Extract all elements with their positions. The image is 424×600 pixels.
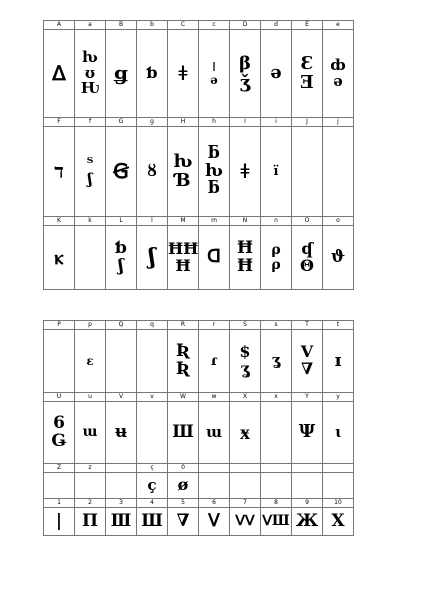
glyph: ᗡ: [207, 246, 221, 268]
letter-label: b: [137, 21, 168, 30]
glyph: ʊ: [84, 63, 96, 82]
letter-label: C: [168, 21, 199, 30]
letter-label: 0: [168, 464, 199, 473]
letter-label: U: [44, 393, 75, 402]
number-label: 7: [230, 499, 261, 508]
letter-label: [199, 464, 230, 473]
glyph-cell: [261, 30, 292, 118]
glyph: Ʀ: [175, 359, 191, 379]
glyph-cell: [323, 30, 354, 118]
glyph: ᐯ: [208, 510, 220, 531]
glyph: Ħ: [236, 255, 254, 276]
glyph-cell: [323, 330, 354, 393]
letter-label: r: [199, 321, 230, 330]
letter-label: [106, 464, 137, 473]
glyph-cell: [44, 508, 75, 536]
glyph-cell: [44, 402, 75, 464]
glyph: ɪ: [334, 349, 342, 371]
glyph-chart-lower: [43, 320, 354, 536]
glyph-cell: [75, 30, 106, 118]
letter-label: m: [199, 217, 230, 226]
glyph-cell: [137, 508, 168, 536]
glyph: ȸ: [330, 55, 346, 74]
glyph: Ƕ: [80, 79, 100, 98]
label-row: [44, 499, 354, 508]
letter-label: t: [323, 321, 354, 330]
letter-label: H: [168, 118, 199, 127]
glyph-chart-upper: [43, 20, 354, 290]
glyph: ᐯᐯ: [235, 513, 255, 530]
letter-label: y: [323, 393, 354, 402]
label-row: [44, 321, 354, 330]
glyph-cell: [261, 127, 292, 217]
glyph-cell: [292, 473, 323, 499]
glyph: ρ: [271, 256, 281, 273]
letter-label: z: [75, 464, 106, 473]
glyph-cell: [168, 226, 199, 290]
letter-label: L: [106, 217, 137, 226]
label-row: [44, 118, 354, 127]
letter-label: s: [261, 321, 292, 330]
glyph-cell: [261, 508, 292, 536]
label-row: [44, 464, 354, 473]
glyph-cell: [75, 508, 106, 536]
glyph-row: [44, 30, 354, 118]
glyph: ƃ: [208, 178, 220, 199]
glyph-cell: [230, 508, 261, 536]
glyph-cell: [323, 473, 354, 499]
letter-label: G: [106, 118, 137, 127]
glyph: ʃ: [87, 169, 93, 188]
glyph-cell: [199, 473, 230, 499]
number-label: 5: [168, 499, 199, 508]
glyph: Ɓ: [175, 169, 191, 191]
letter-label: J: [292, 118, 323, 127]
glyph-cell: [75, 330, 106, 393]
glyph: ɩ: [335, 422, 341, 441]
glyph-cell: [292, 127, 323, 217]
glyph: ƅ: [146, 63, 158, 83]
glyph: ʓ: [240, 359, 250, 378]
glyph: ӿ: [240, 420, 250, 444]
glyph-cell: [168, 127, 199, 217]
glyph-cell: [230, 30, 261, 118]
glyph-cell: [230, 127, 261, 217]
glyph: Ħ: [236, 237, 254, 258]
glyph-cell: [75, 473, 106, 499]
letter-label: [292, 464, 323, 473]
glyph-cell: [44, 127, 75, 217]
letter-label: [323, 464, 354, 473]
glyph: X: [331, 510, 345, 531]
glyph: Ǝ: [300, 71, 314, 93]
glyph-row: [44, 508, 354, 536]
glyph: Ш: [172, 421, 194, 442]
glyph-cell: [168, 330, 199, 393]
letter-label: f: [75, 118, 106, 127]
glyph-cell: [323, 127, 354, 217]
glyph-cell: [199, 30, 230, 118]
letter-label: [230, 464, 261, 473]
glyph: ᐯШ: [262, 513, 290, 530]
letter-label: Y: [292, 393, 323, 402]
letter-label: P: [44, 321, 75, 330]
number-label: 2: [75, 499, 106, 508]
label-row: [44, 393, 354, 402]
glyph-cell: [323, 226, 354, 290]
glyph: ç: [147, 475, 157, 494]
glyph: ǝ: [210, 72, 218, 87]
letter-label: S: [230, 321, 261, 330]
letter-label: h: [199, 118, 230, 127]
glyph-row: [44, 127, 354, 217]
glyph: ʃ: [118, 255, 124, 276]
glyph: Ꞡ: [113, 159, 129, 183]
glyph: Ħ: [175, 255, 191, 275]
glyph: Θ: [300, 255, 314, 275]
glyph: Ⅴ: [300, 342, 314, 362]
letter-label: o: [323, 217, 354, 226]
letter-label: F: [44, 118, 75, 127]
glyph-cell: [106, 330, 137, 393]
letter-label: M: [168, 217, 199, 226]
glyph: ƕ: [173, 150, 193, 172]
glyph: ɯ: [82, 424, 98, 441]
glyph-cell: [168, 473, 199, 499]
glyph-cell: [323, 508, 354, 536]
glyph-cell: [168, 508, 199, 536]
glyph-cell: [44, 473, 75, 499]
glyph: β: [239, 52, 251, 74]
glyph: ï: [273, 163, 279, 179]
letter-label: O: [292, 217, 323, 226]
letter-label: p: [75, 321, 106, 330]
letter-label: a: [75, 21, 106, 30]
letter-label: V: [106, 393, 137, 402]
glyph-cell: [199, 508, 230, 536]
glyph-row: [44, 473, 354, 499]
letter-label: Z: [44, 464, 75, 473]
glyph: ∇: [176, 510, 190, 531]
letter-label: q: [137, 321, 168, 330]
glyph: ȣ: [147, 161, 157, 181]
letter-label: k: [75, 217, 106, 226]
glyph-cell: [137, 226, 168, 290]
glyph-cell: [323, 402, 354, 464]
glyph-cell: [168, 30, 199, 118]
glyph: ρ: [271, 241, 281, 258]
glyph: ʓ: [271, 351, 281, 370]
label-row: [44, 217, 354, 226]
letter-label: W: [168, 393, 199, 402]
number-label: 9: [292, 499, 323, 508]
glyph-cell: [292, 30, 323, 118]
glyph: ǀ: [212, 59, 216, 74]
glyph-row: [44, 330, 354, 393]
glyph-cell: [199, 402, 230, 464]
glyph-cell: [106, 226, 137, 290]
glyph: ɛ: [86, 353, 94, 368]
glyph: ǂ: [178, 61, 188, 85]
glyph: Π: [81, 510, 99, 531]
glyph-cell: [75, 226, 106, 290]
glyph-cell: [106, 30, 137, 118]
glyph-row: [44, 402, 354, 464]
glyph-cell: [44, 226, 75, 290]
glyph-cell: [292, 226, 323, 290]
glyph-cell: [44, 30, 75, 118]
glyph: Ⅲ: [110, 510, 132, 531]
letter-label: X: [230, 393, 261, 402]
letter-label: l: [137, 217, 168, 226]
letter-label: ç: [137, 464, 168, 473]
number-label: 4: [137, 499, 168, 508]
letter-label: B: [106, 21, 137, 30]
glyph-cell: [106, 127, 137, 217]
number-label: 6: [199, 499, 230, 508]
glyph: Ψ: [298, 421, 316, 443]
glyph: ƅ: [115, 237, 127, 258]
letter-label: c: [199, 21, 230, 30]
glyph-cell: [199, 330, 230, 393]
glyph-cell: [261, 473, 292, 499]
glyph: Ɛ: [300, 52, 314, 74]
glyph-cell: [137, 473, 168, 499]
letter-label: i: [261, 118, 292, 127]
letter-label: T: [292, 321, 323, 330]
glyph-cell: [137, 30, 168, 118]
letter-label: E: [292, 21, 323, 30]
letter-label: v: [137, 393, 168, 402]
glyph-cell: [292, 330, 323, 393]
glyph: ᐃ: [52, 61, 66, 85]
glyph: ⲕ: [54, 245, 64, 269]
glyph: ǝ: [270, 62, 282, 84]
glyph-cell: [75, 127, 106, 217]
glyph: 6: [53, 412, 65, 433]
letter-label: Q: [106, 321, 137, 330]
glyph: ɯ: [206, 422, 222, 441]
glyph-cell: [137, 127, 168, 217]
glyph: ɾ: [210, 352, 218, 369]
glyph: ƃ: [208, 142, 220, 163]
letter-label: j: [323, 118, 354, 127]
glyph-cell: [230, 330, 261, 393]
letter-label: D: [230, 21, 261, 30]
glyph-row: [44, 226, 354, 290]
glyph-cell: [261, 402, 292, 464]
glyph: ĦĦ: [168, 238, 199, 258]
glyph: ƕ: [82, 47, 98, 66]
glyph-cell: [75, 402, 106, 464]
letter-label: [261, 464, 292, 473]
glyph: Ж: [295, 510, 319, 531]
letter-label: w: [199, 393, 230, 402]
glyph: Ʀ: [175, 341, 191, 362]
number-label: 8: [261, 499, 292, 508]
glyph: ∇: [300, 359, 314, 378]
letter-label: K: [44, 217, 75, 226]
glyph: ǯ: [239, 71, 251, 93]
letter-label: d: [261, 21, 292, 30]
label-row: [44, 21, 354, 30]
number-label: 10: [323, 499, 354, 508]
glyph-cell: [199, 127, 230, 217]
glyph: Ш: [141, 510, 163, 531]
number-label: 3: [106, 499, 137, 508]
glyph: ǂ: [240, 159, 250, 183]
glyph-cell: [106, 508, 137, 536]
glyph-cell: [106, 473, 137, 499]
glyph: $: [239, 342, 251, 362]
glyph-cell: [230, 402, 261, 464]
letter-label: I: [230, 118, 261, 127]
glyph: ǥ: [114, 61, 128, 85]
letter-label: e: [323, 21, 354, 30]
glyph-cell: [168, 402, 199, 464]
glyph-cell: [292, 402, 323, 464]
glyph: Ǥ: [51, 430, 67, 451]
glyph-cell: [261, 330, 292, 393]
glyph-cell: [106, 402, 137, 464]
letter-label: u: [75, 393, 106, 402]
glyph: ᵀ: [86, 153, 94, 172]
glyph-cell: [292, 508, 323, 536]
glyph-cell: [230, 226, 261, 290]
glyph: ə: [333, 71, 343, 90]
glyph-cell: [230, 473, 261, 499]
letter-label: A: [44, 21, 75, 30]
glyph: ϑ: [330, 246, 346, 267]
glyph-cell: [137, 330, 168, 393]
glyph-cell: [199, 226, 230, 290]
glyph-cell: [261, 226, 292, 290]
letter-label: R: [168, 321, 199, 330]
glyph-cell: [137, 402, 168, 464]
letter-label: N: [230, 217, 261, 226]
glyph: ʉ: [114, 421, 128, 442]
number-label: 1: [44, 499, 75, 508]
glyph: ʃ: [148, 243, 156, 270]
letter-label: x: [261, 393, 292, 402]
glyph: ƕ: [205, 160, 223, 181]
glyph-cell: [44, 330, 75, 393]
letter-label: n: [261, 217, 292, 226]
glyph: ʠ: [301, 238, 313, 258]
glyph: |: [55, 510, 63, 531]
letter-label: g: [137, 118, 168, 127]
glyph: ø: [177, 475, 189, 495]
glyph: ד: [54, 159, 64, 183]
